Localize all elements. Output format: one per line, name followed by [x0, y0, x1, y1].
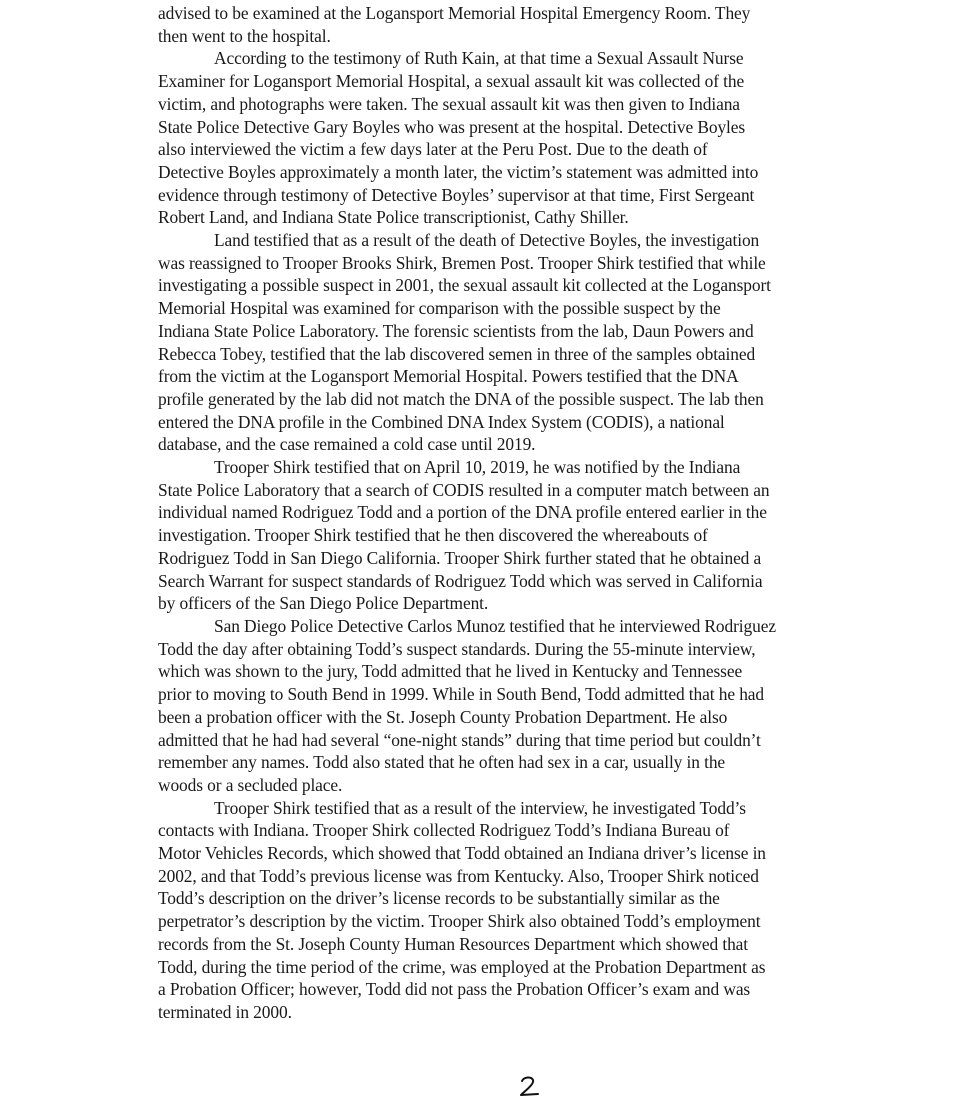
text-line: a Probation Officer; however, Todd did not pass the Probation Officer’s exam and was: [158, 979, 751, 1000]
text-line: entered the DNA profile in the Combined DNA Index System (CODIS), a national: [158, 411, 725, 432]
text-line: According to the testimony of Ruth Kain, at that time a Sexual Assault Nurse: [214, 48, 744, 69]
text-line: Examiner for Logansport Memorial Hospital, a sexual assault kit was collected of the: [158, 71, 745, 92]
text-line: perpetrator’s description by the victim. Trooper Shirk also obtained Todd’s employment: [158, 911, 761, 932]
text-line: by officers of the San Diego Police Department.: [158, 593, 489, 614]
text-line: Memorial Hospital was examined for comparison with the possible suspect by the: [158, 298, 721, 319]
text-line: from the victim at the Logansport Memorial Hospital. Powers testified that the DNA: [158, 366, 739, 387]
text-line: Land testified that as a result of the death of Detective Boyles, the investigation: [214, 230, 760, 251]
text-line: records from the St. Joseph County Human Resources Department which showed that: [158, 933, 749, 954]
text-line: been a probation officer with the St. Joseph County Probation Department. He also: [158, 706, 728, 727]
text-line: then went to the hospital.: [158, 25, 331, 46]
text-line: admitted that he had had several “one-night stands” during that time period but couldn’t: [158, 729, 761, 750]
text-line: investigation. Trooper Shirk testified that he then discovered the whereabouts of: [158, 525, 708, 546]
text-line: individual named Rodriguez Todd and a portion of the DNA profile entered earlier in the: [158, 502, 767, 523]
paragraph: [158, 229, 858, 456]
text-line: Motor Vehicles Records, which showed that Todd obtained an Indiana driver’s license in: [158, 843, 766, 864]
text-line: State Police Laboratory that a search of CODIS resulted in a computer match between an: [158, 479, 770, 500]
document-body: [158, 2, 858, 1024]
text-line: terminated in 2000.: [158, 1001, 292, 1022]
text-line: investigating a possible suspect in 2001, the sexual assault kit collected at the Logansport: [158, 275, 771, 296]
paragraph: [158, 47, 858, 229]
text-line: evidence through testimony of Detective Boyles’ supervisor at that time, First Sergeant: [158, 184, 755, 205]
text-line: Todd the day after obtaining Todd’s suspect standards. During the 55-minute interview,: [158, 638, 756, 659]
text-line: Todd, during the time period of the crime, was employed at the Probation Department as: [158, 956, 766, 977]
text-line: also interviewed the victim a few days later at the Peru Post. Due to the death of: [158, 139, 708, 160]
text-line: Rebecca Tobey, testified that the lab discovered semen in three of the samples obtained: [158, 343, 756, 364]
text-line: advised to be examined at the Logansport Memorial Hospital Emergency Room. They: [158, 3, 751, 23]
text-line: database, and the case remained a cold case until 2019.: [158, 434, 536, 455]
text-line: Todd’s description on the driver’s license records to be substantially similar as the: [158, 888, 720, 909]
text-line: Indiana State Police Laboratory. The forensic scientists from the lab, Daun Powers and: [158, 320, 754, 341]
paragraph: [158, 456, 858, 615]
text-line: Trooper Shirk testified that on April 10, 2019, he was notified by the Indiana: [214, 457, 741, 478]
text-line: San Diego Police Detective Carlos Munoz testified that he interviewed Rodriguez: [214, 615, 776, 636]
text-line: Rodriguez Todd in San Diego California. Trooper Shirk further stated that he obtained a: [158, 547, 762, 568]
text-line: profile generated by the lab did not match the DNA of the possible suspect. The lab then: [158, 388, 764, 409]
text-line: which was shown to the jury, Todd admitted that he lived in Kentucky and Tennessee: [158, 661, 743, 682]
handwritten-page-number-2: [518, 1072, 548, 1102]
text-line: 2002, and that Todd’s previous license was from Kentucky. Also, Trooper Shirk noticed: [158, 865, 759, 886]
page-number: [518, 1072, 548, 1102]
text-line: contacts with Indiana. Trooper Shirk collected Rodriguez Todd’s Indiana Bureau of: [158, 820, 730, 841]
text-line: Trooper Shirk testified that as a result of the interview, he investigated Todd’s: [214, 797, 746, 818]
text-line: remember any names. Todd also stated that he often had sex in a car, usually in the: [158, 752, 726, 773]
text-line: was reassigned to Trooper Brooks Shirk, Bremen Post. Trooper Shirk testified that while: [158, 252, 766, 273]
text-line: Search Warrant for suspect standards of Rodriguez Todd which was served in California: [158, 570, 763, 591]
paragraph: [158, 2, 858, 47]
text-line: victim, and photographs were taken. The sexual assault kit was then given to Indiana: [158, 93, 740, 114]
paragraph: [158, 615, 858, 797]
text-line: State Police Detective Gary Boyles who was present at the hospital. Detective Boyles: [158, 116, 746, 137]
paragraph: [158, 797, 858, 1024]
text-line: Detective Boyles approximately a month later, the victim’s statement was admitted into: [158, 161, 759, 182]
text-line: prior to moving to South Bend in 1999. While in South Bend, Todd admitted that he had: [158, 684, 764, 705]
text-line: woods or a secluded place.: [158, 774, 343, 795]
text-line: Robert Land, and Indiana State Police transcriptionist, Cathy Shiller.: [158, 207, 629, 228]
